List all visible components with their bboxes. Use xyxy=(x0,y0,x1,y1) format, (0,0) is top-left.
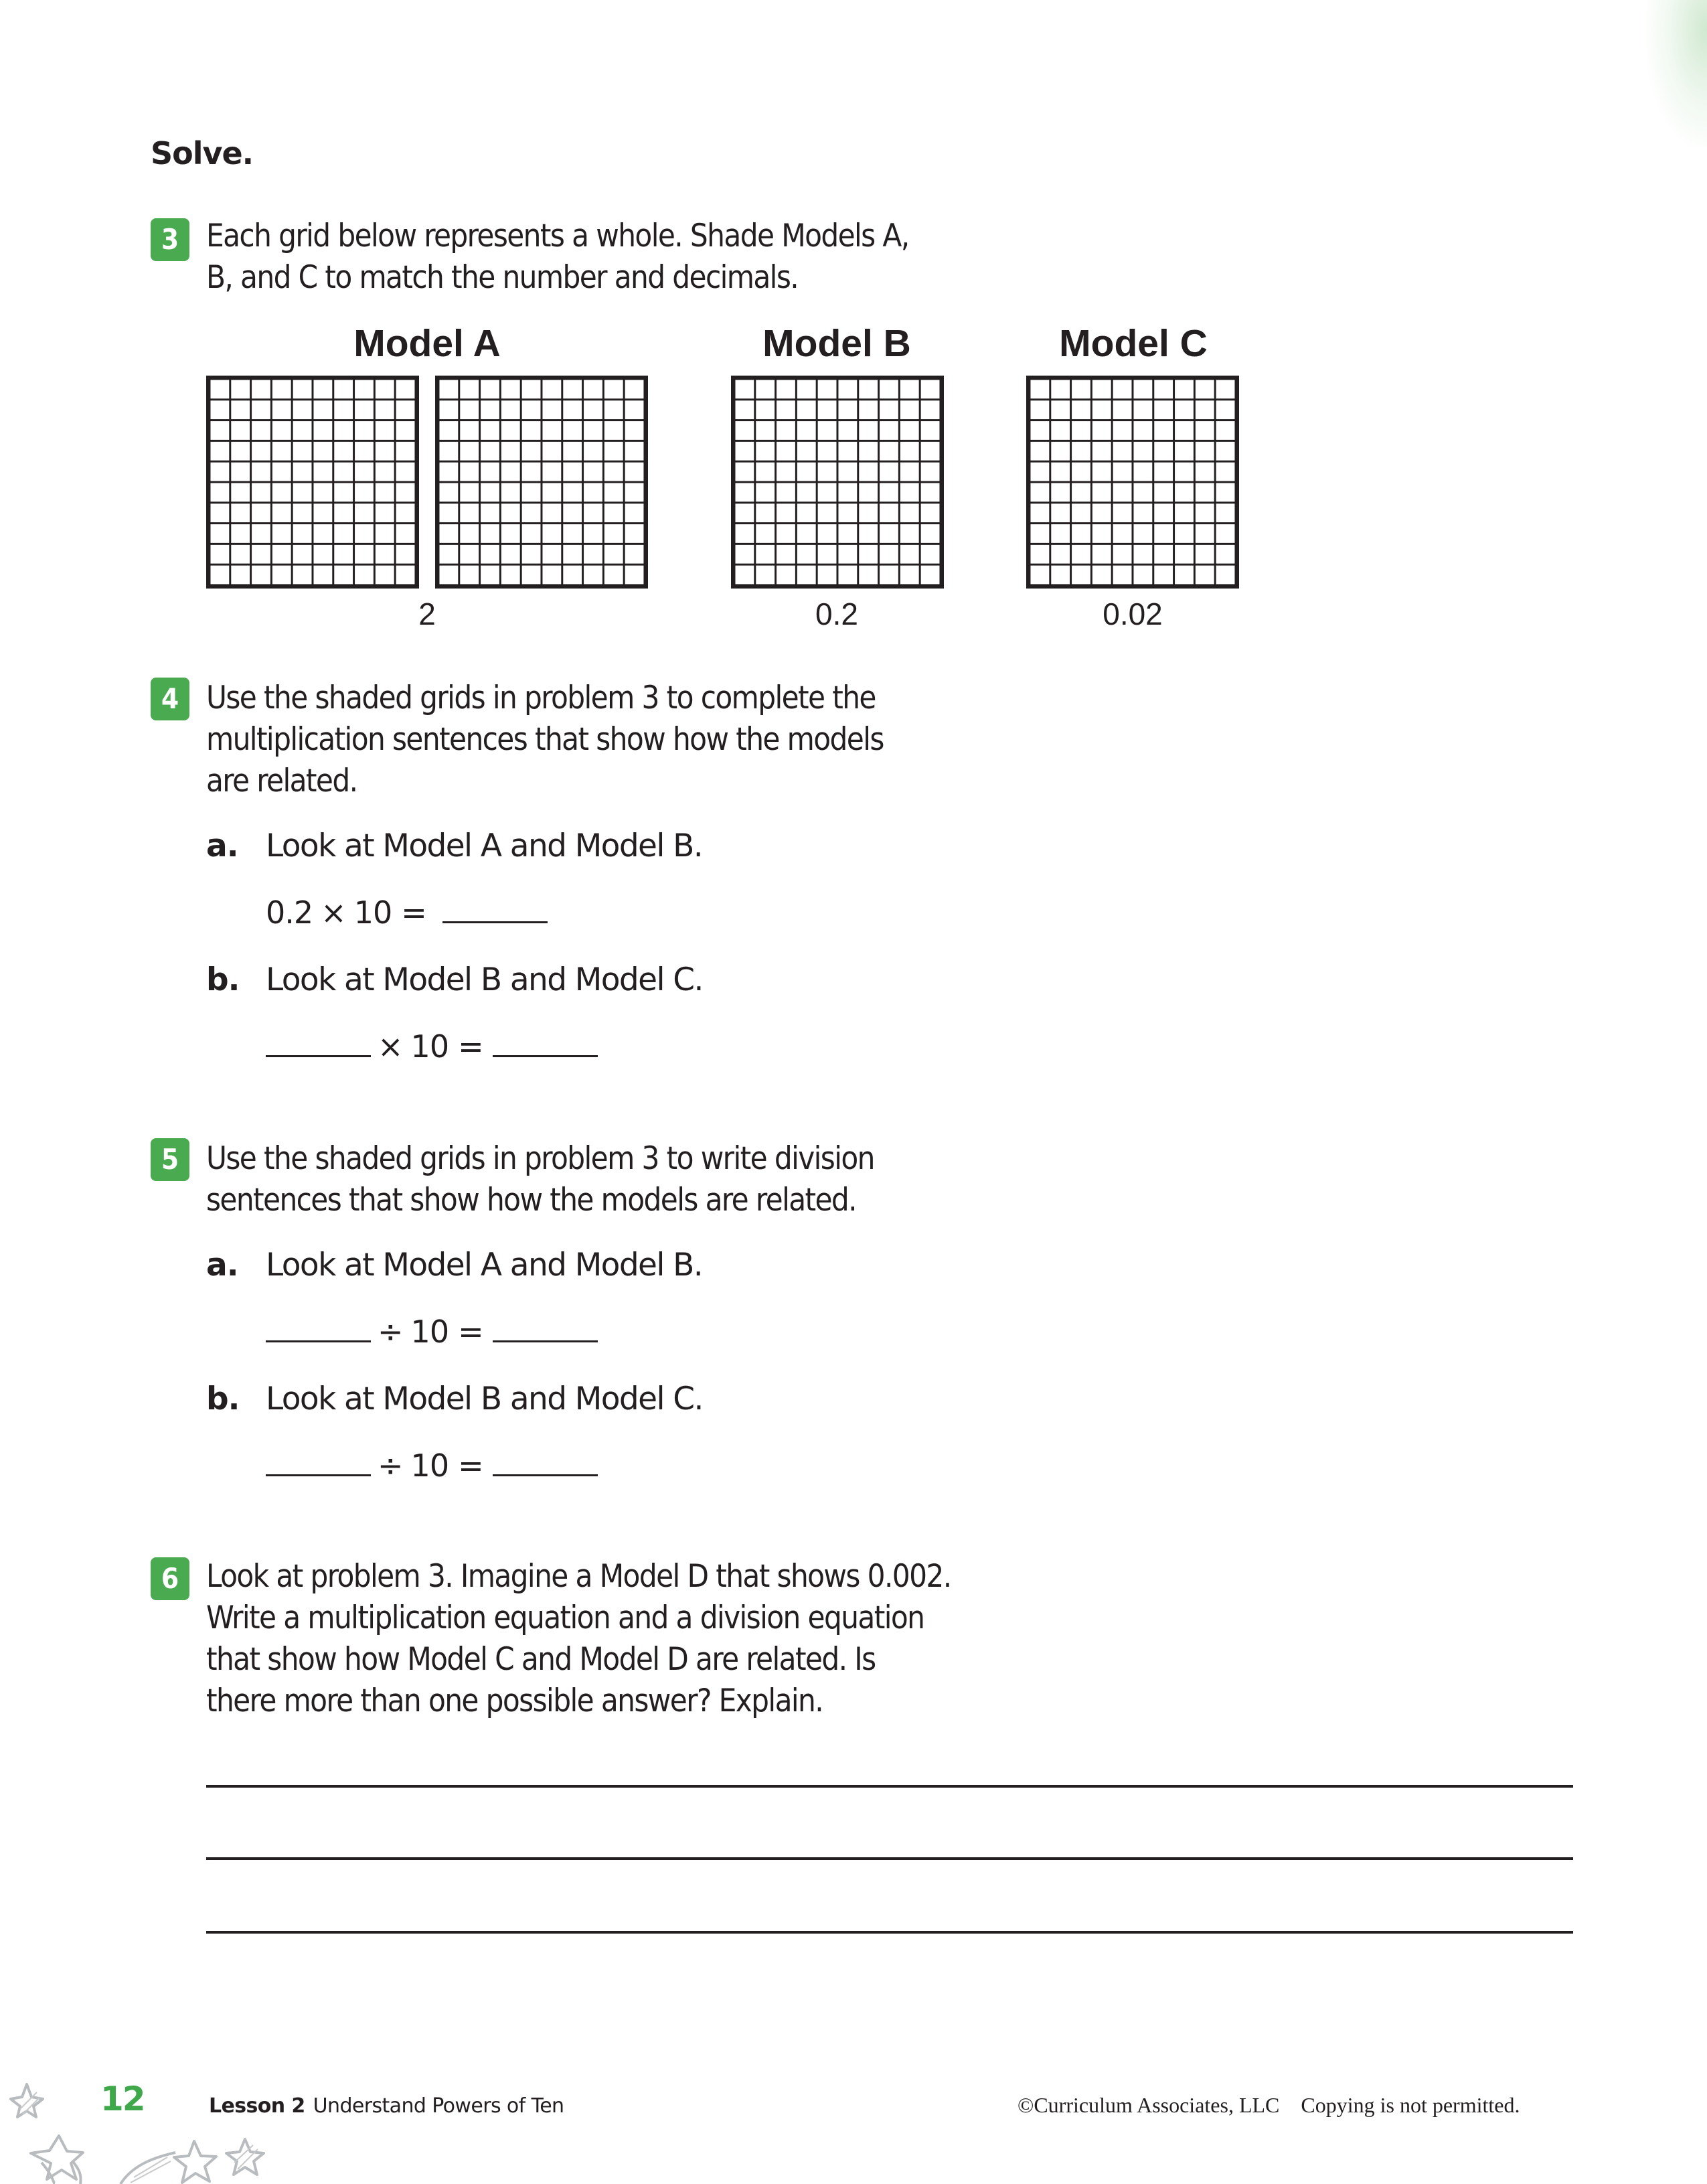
part-label: a. xyxy=(206,1247,238,1283)
factor-blank[interactable] xyxy=(266,1028,371,1057)
model-c-title: Model C xyxy=(1059,322,1208,365)
problem-number-badge: 5 xyxy=(151,1138,189,1181)
answer-blank[interactable] xyxy=(493,1314,598,1342)
model-c-grid[interactable] xyxy=(1026,376,1239,589)
problem-text-line: Use the shaded grids in problem 3 to write division xyxy=(206,1140,874,1177)
model-a-title: Model A xyxy=(353,322,501,365)
copyright: ©Curriculum Associates, LLC xyxy=(1018,2093,1280,2117)
answer-line[interactable] xyxy=(206,1785,1573,1788)
problem-text-line: multiplication sentences that show how the models xyxy=(206,721,884,758)
dividend-blank[interactable] xyxy=(266,1448,371,1476)
multiply-sign: × xyxy=(378,1028,403,1065)
divide-sign: ÷ xyxy=(378,1314,403,1350)
problem-text-line: B, and C to match the number and decimals. xyxy=(206,259,799,296)
model-b-grid[interactable] xyxy=(731,376,944,589)
multiplication-equation-b xyxy=(266,1028,604,1065)
problem-number-badge: 6 xyxy=(151,1557,189,1600)
part-label: b. xyxy=(206,961,240,998)
equation-operand: 10 xyxy=(410,1448,449,1484)
lesson-title xyxy=(209,2094,564,2118)
copyright-notice xyxy=(1018,2093,1520,2118)
answer-line[interactable] xyxy=(206,1931,1573,1934)
divide-sign: ÷ xyxy=(378,1448,403,1484)
equals-sign: = xyxy=(401,894,426,931)
part-text: Look at Model A and Model B. xyxy=(266,828,703,864)
equation-left-value: 0.2 xyxy=(266,894,313,931)
answer-blank[interactable] xyxy=(442,894,548,923)
model-b-value: 0.2 xyxy=(815,597,858,631)
dividend-blank[interactable] xyxy=(266,1314,371,1342)
division-equation-b xyxy=(266,1448,604,1484)
page-number: 12 xyxy=(100,2080,145,2118)
model-b-title: Model B xyxy=(762,322,911,365)
part-text: Look at Model B and Model C. xyxy=(266,1381,703,1417)
part-label: b. xyxy=(206,1381,240,1417)
problem-text-line: Use the shaded grids in problem 3 to complete the xyxy=(206,680,876,716)
problem-text-line: there more than one possible answer? Explain. xyxy=(206,1683,823,1719)
page-edge-decoration xyxy=(1647,0,1707,147)
problem-text-line: Each grid below represents a whole. Shade Models A, xyxy=(206,218,909,254)
multiply-sign: × xyxy=(321,894,346,931)
equals-sign: = xyxy=(458,1028,483,1065)
multiplication-equation-a xyxy=(266,894,554,931)
model-a-grid-1[interactable] xyxy=(206,376,419,589)
problem-text-line: Look at problem 3. Imagine a Model D that shows 0.002. xyxy=(206,1558,951,1595)
equation-operand: 10 xyxy=(410,1028,449,1065)
equation-operand: 10 xyxy=(353,894,392,931)
part-text: Look at Model B and Model C. xyxy=(266,961,703,998)
part-text: Look at Model A and Model B. xyxy=(266,1247,703,1283)
equals-sign: = xyxy=(458,1448,483,1484)
model-c-value: 0.02 xyxy=(1103,597,1163,631)
answer-blank[interactable] xyxy=(493,1448,598,1476)
model-a-grid-2[interactable] xyxy=(435,376,648,589)
section-heading: Solve. xyxy=(151,135,254,171)
problem-text-line: that show how Model C and Model D are related. Is xyxy=(206,1641,876,1678)
problem-text-line: are related. xyxy=(206,763,357,799)
answer-line[interactable] xyxy=(206,1857,1573,1860)
equation-operand: 10 xyxy=(410,1314,449,1350)
problem-number-badge: 4 xyxy=(151,678,189,720)
equals-sign: = xyxy=(458,1314,483,1350)
problem-text-line: sentences that show how the models are related. xyxy=(206,1182,857,1219)
copy-notice: Copying is not permitted. xyxy=(1301,2093,1520,2117)
division-equation-a xyxy=(266,1314,604,1350)
problem-number-badge: 3 xyxy=(151,218,189,261)
model-a-value: 2 xyxy=(418,597,436,631)
answer-blank[interactable] xyxy=(493,1028,598,1057)
problem-text-line: Write a multiplication equation and a division equation xyxy=(206,1600,924,1636)
part-label: a. xyxy=(206,828,238,864)
lesson-label: Lesson 2 xyxy=(209,2094,305,2118)
lesson-name: Understand Powers of Ten xyxy=(313,2094,564,2118)
